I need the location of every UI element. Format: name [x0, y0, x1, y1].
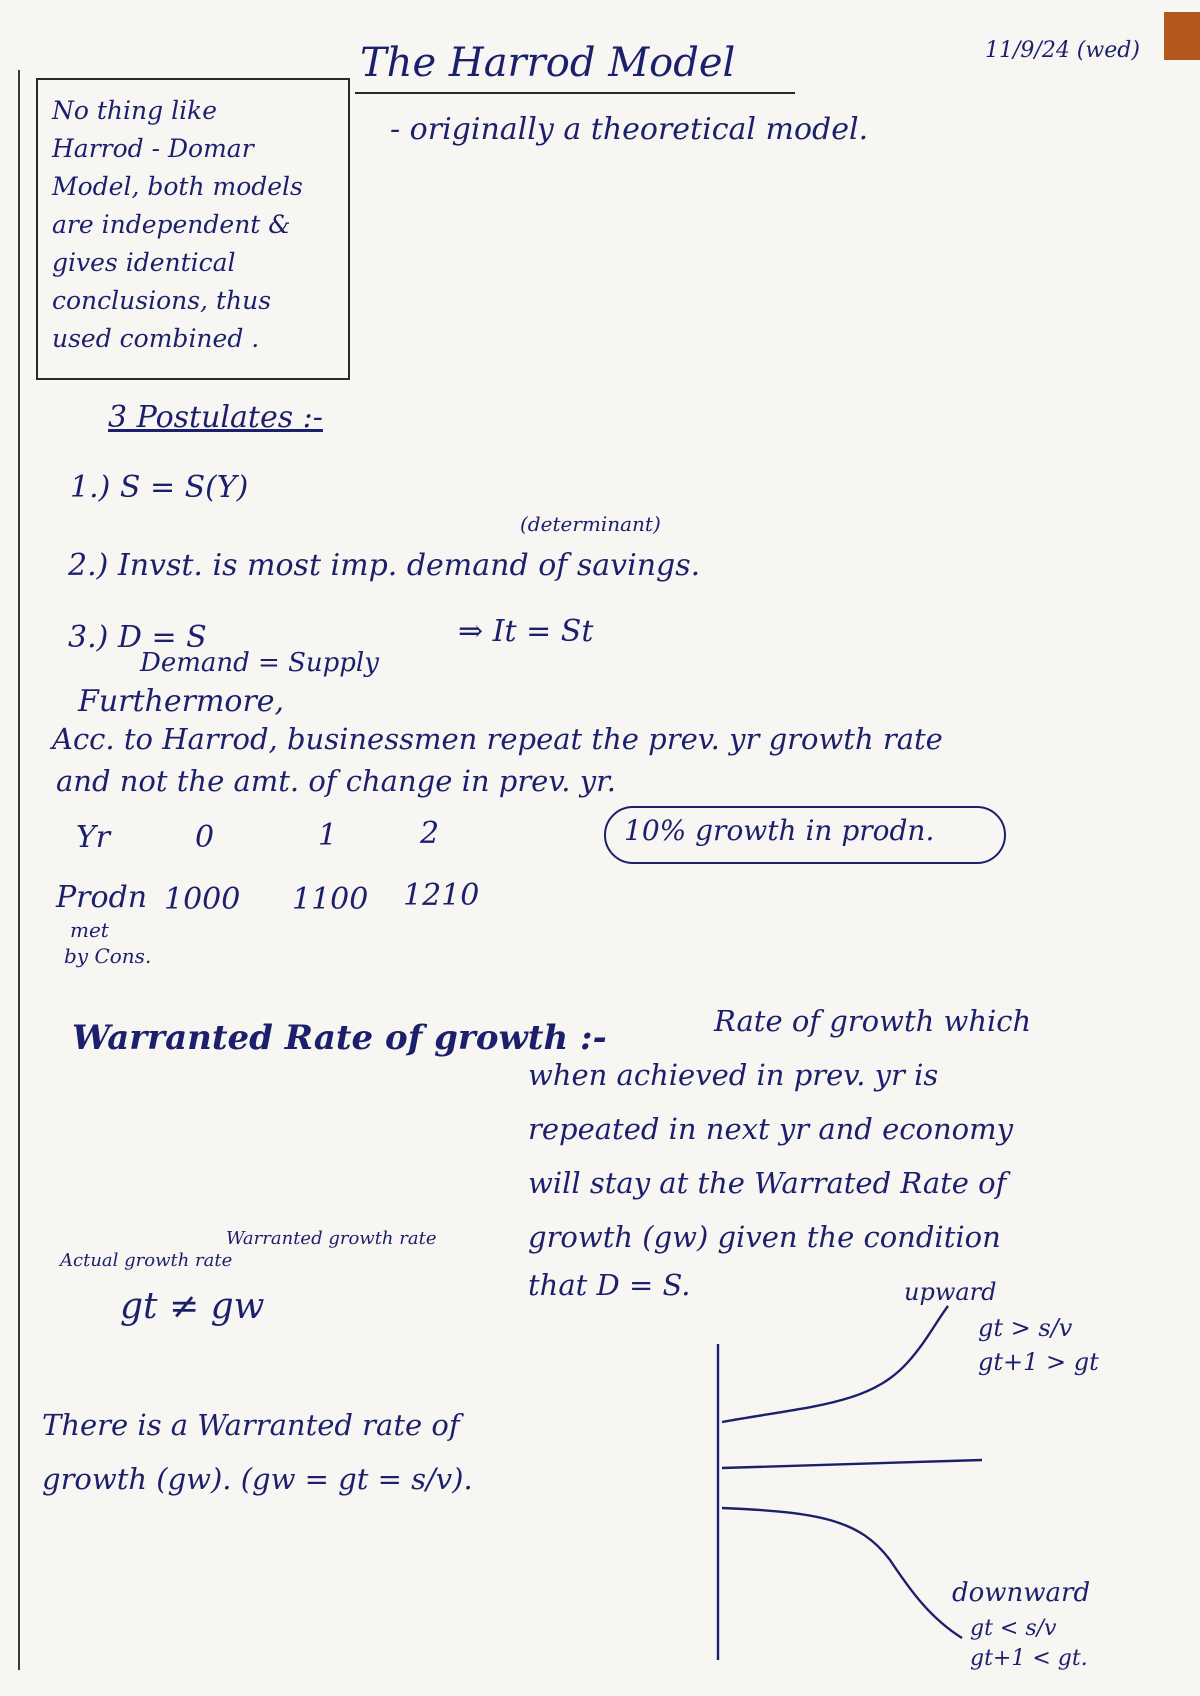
- table-year: 2: [420, 816, 440, 851]
- page-date: 11/9/24 (wed): [985, 38, 1140, 63]
- side-note-line: are independent &: [52, 210, 291, 239]
- postulate-2: 2.) Invst. is most imp. demand of savings.: [68, 548, 701, 583]
- upward-label: upward: [904, 1278, 997, 1306]
- table-value: 1000: [164, 882, 241, 917]
- title-underline: [355, 92, 795, 94]
- side-note-box: [36, 78, 350, 380]
- postulates-heading: 3 Postulates :-: [108, 400, 323, 435]
- side-note-line: Model, both models: [52, 172, 303, 201]
- actual-growth-label: Actual growth rate: [60, 1250, 233, 1271]
- table-value: 1210: [403, 878, 480, 913]
- warranted-term: Warranted Rate of growth :-: [72, 1018, 607, 1058]
- conclusion-line: There is a Warranted rate of: [42, 1408, 460, 1442]
- postulate-3: 3.) D = S: [68, 620, 207, 655]
- growth-oval-text: 10% growth in prodn.: [624, 814, 935, 847]
- upward-condition: gt+1 > gt: [978, 1348, 1099, 1376]
- inequality-expression: gt ≠ gw: [120, 1286, 265, 1327]
- warranted-definition-line: growth (gw) given the condition: [528, 1220, 1001, 1254]
- table-prod-note: by Cons.: [64, 944, 152, 968]
- furthermore-line: Furthermore,: [78, 684, 285, 719]
- postulate-1: 1.) S = S(Y): [70, 470, 249, 505]
- conclusion-line: growth (gw). (gw = gt = s/v).: [42, 1462, 473, 1496]
- side-note-line: Harrod - Domar: [52, 134, 254, 163]
- warranted-definition-line: that D = S.: [528, 1268, 691, 1302]
- warranted-definition-line: Rate of growth which: [714, 1004, 1032, 1038]
- side-note-line: used combined .: [52, 324, 260, 353]
- upward-growth-curve: [722, 1306, 948, 1422]
- side-note-line: No thing like: [52, 96, 218, 125]
- downward-growth-curve: [722, 1508, 962, 1638]
- table-prod-note: met: [70, 918, 109, 942]
- harrod-line: and not the amt. of change in prev. yr.: [56, 764, 617, 798]
- table-year: 0: [195, 820, 215, 855]
- side-note-line: conclusions, thus: [52, 286, 272, 315]
- downward-condition: gt+1 < gt.: [970, 1646, 1088, 1671]
- warranted-definition-line: when achieved in prev. yr is: [528, 1058, 939, 1092]
- warranted-growth-label: Warranted growth rate: [226, 1228, 437, 1249]
- margin-rule: [18, 70, 20, 1670]
- harrod-line: Acc. to Harrod, businessmen repeat the prev. yr growth rate: [52, 722, 943, 756]
- intro-line: - originally a theoretical model.: [390, 112, 869, 147]
- postulate-3-result: ⇒ It = St: [458, 614, 594, 649]
- side-note-line: gives identical: [52, 248, 236, 277]
- table-year-label: Yr: [76, 820, 111, 855]
- page-title: The Harrod Model: [360, 40, 736, 86]
- downward-condition: gt < s/v: [970, 1616, 1057, 1641]
- table-value: 1100: [292, 882, 369, 917]
- table-year: 1: [318, 818, 338, 853]
- page-corner-tab: [1164, 12, 1200, 60]
- postulate-2-note: (determinant): [520, 512, 661, 536]
- upward-condition: gt > s/v: [978, 1314, 1073, 1342]
- warranted-definition-line: repeated in next yr and economy: [528, 1112, 1013, 1146]
- downward-label: downward: [952, 1578, 1091, 1608]
- table-prod-label: Prodn: [56, 880, 148, 915]
- warranted-growth-line: [722, 1460, 982, 1468]
- warranted-definition-line: will stay at the Warrated Rate of: [528, 1166, 1007, 1200]
- postulate-3-sub: Demand = Supply: [140, 648, 379, 678]
